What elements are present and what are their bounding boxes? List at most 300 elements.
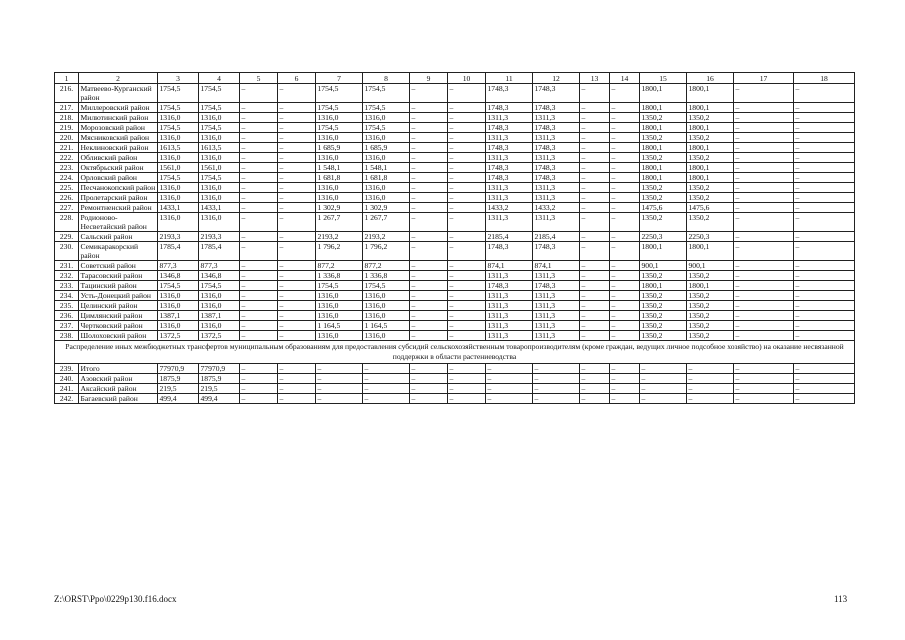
table-cell-index: 218. <box>55 113 79 123</box>
table-cell: 1754,5 <box>363 281 410 291</box>
table-cell: – <box>610 384 640 394</box>
table-cell: – <box>610 133 640 143</box>
table-cell: 1316,0 <box>316 133 363 143</box>
table-cell-name: Родионово-Несветайский район <box>79 213 158 232</box>
table-cell: – <box>278 213 316 232</box>
table-cell-name: Милютинский район <box>79 113 158 123</box>
document-page <box>54 72 854 404</box>
table-cell: – <box>410 143 448 153</box>
table-cell: 1748,3 <box>486 163 533 173</box>
table-cell-name: Ремонтненский район <box>79 203 158 213</box>
table-cell: 1433,2 <box>486 203 533 213</box>
table-cell-name: Багаевский район <box>79 394 158 404</box>
table-cell-name: Тацинский район <box>79 281 158 291</box>
table-cell: – <box>278 331 316 341</box>
table-cell: – <box>316 374 363 384</box>
table-cell: – <box>448 163 486 173</box>
table-cell: 1 164,5 <box>363 321 410 331</box>
table-cell: – <box>580 193 610 203</box>
table-cell: – <box>448 133 486 143</box>
table-cell-index: 222. <box>55 153 79 163</box>
column-header: 8 <box>363 73 410 84</box>
table-cell-index: 228. <box>55 213 79 232</box>
table-cell: – <box>610 311 640 321</box>
table-cell: – <box>448 103 486 113</box>
table-cell: 1433,1 <box>199 203 240 213</box>
table-row <box>55 193 855 203</box>
table-cell: 1754,5 <box>316 123 363 133</box>
table-cell: – <box>734 193 794 203</box>
table-cell: – <box>448 271 486 281</box>
table-cell: – <box>794 163 855 173</box>
table-row <box>55 103 855 113</box>
table-cell: – <box>448 394 486 404</box>
table-cell: – <box>410 261 448 271</box>
column-header: 9 <box>410 73 448 84</box>
table-cell: – <box>278 271 316 281</box>
table-cell: 1346,8 <box>199 271 240 281</box>
table-body <box>55 73 855 404</box>
table-cell: 900,1 <box>687 261 734 271</box>
table-cell: – <box>610 103 640 113</box>
table-cell: – <box>410 394 448 404</box>
table-cell: 1316,0 <box>316 113 363 123</box>
table-cell: – <box>278 232 316 242</box>
table-cell: – <box>363 364 410 374</box>
table-cell: – <box>363 384 410 394</box>
column-header: 14 <box>610 73 640 84</box>
table-cell: 1316,0 <box>158 301 199 311</box>
table-cell: – <box>734 281 794 291</box>
table-cell: 1748,3 <box>486 103 533 113</box>
table-cell: – <box>734 153 794 163</box>
table-cell-name: Матвеево-Курганский район <box>79 84 158 103</box>
table-cell: – <box>794 113 855 123</box>
table-cell: – <box>240 394 278 404</box>
table-cell: 1350,2 <box>687 193 734 203</box>
column-header: 12 <box>533 73 580 84</box>
table-cell: – <box>448 213 486 232</box>
table-cell-name: Советский район <box>79 261 158 271</box>
table-cell: 1316,0 <box>316 153 363 163</box>
table-cell-index: 223. <box>55 163 79 173</box>
table-cell: 1316,0 <box>363 133 410 143</box>
table-cell-name: Итого <box>79 364 158 374</box>
table-cell: – <box>278 173 316 183</box>
table-cell: 1316,0 <box>199 321 240 331</box>
table-cell: 1 548,1 <box>363 163 410 173</box>
table-row <box>55 133 855 143</box>
table-cell-name: Песчанокопский район <box>79 183 158 193</box>
table-cell-index: 239. <box>55 364 79 374</box>
table-cell: 1350,2 <box>640 133 687 143</box>
table-cell: – <box>486 384 533 394</box>
table-cell: 1800,1 <box>687 242 734 261</box>
table-cell: – <box>734 261 794 271</box>
table-cell: – <box>410 232 448 242</box>
table-cell: – <box>410 113 448 123</box>
table-row <box>55 203 855 213</box>
table-cell: – <box>580 291 610 301</box>
table-cell: – <box>610 242 640 261</box>
table-cell: 2250,3 <box>687 232 734 242</box>
table-cell-name: Сальский район <box>79 232 158 242</box>
table-cell: 1316,0 <box>158 291 199 301</box>
table-cell-index: 217. <box>55 103 79 113</box>
table-row <box>55 163 855 173</box>
table-cell: – <box>278 133 316 143</box>
table-cell: – <box>580 143 610 153</box>
table-cell: 1350,2 <box>687 153 734 163</box>
table-cell: – <box>610 173 640 183</box>
table-cell: – <box>240 183 278 193</box>
table-cell: – <box>448 311 486 321</box>
table-cell: 1800,1 <box>687 173 734 183</box>
table-header-row <box>55 73 855 84</box>
table-cell-name: Усть-Донецкий район <box>79 291 158 301</box>
table-cell: 1311,3 <box>533 331 580 341</box>
table-cell: 1561,0 <box>199 163 240 173</box>
table-cell: 1 164,5 <box>316 321 363 331</box>
table-cell: 1311,3 <box>486 113 533 123</box>
table-cell: 1311,3 <box>486 291 533 301</box>
table-cell: – <box>794 183 855 193</box>
table-cell: – <box>687 384 734 394</box>
table-cell: – <box>794 271 855 281</box>
table-cell: – <box>448 113 486 123</box>
table-cell: 1754,5 <box>199 173 240 183</box>
section-title: Распределение иных межбюджетных трансфертов муниципальным образованиям для предоставления субсидий сельскохозяйственным товаропроизводителям (кроме граждан, ведущих личное подсобное хозяйство) на оказание несвязанной поддержки в области растениеводства <box>55 341 855 364</box>
table-cell: – <box>610 163 640 173</box>
column-header: 13 <box>580 73 610 84</box>
table-cell: – <box>278 193 316 203</box>
table-cell: 1748,3 <box>533 84 580 103</box>
table-cell: 1754,5 <box>363 103 410 113</box>
table-cell: 1350,2 <box>687 301 734 311</box>
table-cell: 1311,3 <box>486 193 533 203</box>
table-cell: – <box>610 193 640 203</box>
table-cell: – <box>240 301 278 311</box>
table-cell: 877,3 <box>158 261 199 271</box>
table-cell: – <box>410 291 448 301</box>
table-cell: 1311,3 <box>533 301 580 311</box>
budget-table <box>54 72 855 404</box>
table-cell: – <box>448 123 486 133</box>
table-cell: 2185,4 <box>533 232 580 242</box>
table-cell: 1316,0 <box>158 321 199 331</box>
table-cell: – <box>610 281 640 291</box>
table-cell: – <box>448 153 486 163</box>
column-header: 15 <box>640 73 687 84</box>
table-cell: 1316,0 <box>316 301 363 311</box>
table-cell: – <box>687 374 734 384</box>
table-cell: 1350,2 <box>687 321 734 331</box>
table-cell: – <box>734 143 794 153</box>
table-cell: – <box>410 374 448 384</box>
table-cell: 1350,2 <box>640 331 687 341</box>
table-cell-name: Орловский район <box>79 173 158 183</box>
table-cell: – <box>610 291 640 301</box>
table-cell: – <box>794 203 855 213</box>
table-cell: – <box>734 203 794 213</box>
table-cell: – <box>533 364 580 374</box>
table-cell: – <box>410 271 448 281</box>
table-cell: – <box>610 123 640 133</box>
table-cell: 1311,3 <box>533 183 580 193</box>
table-cell: 1800,1 <box>640 242 687 261</box>
table-cell: 1316,0 <box>158 113 199 123</box>
table-cell: – <box>533 384 580 394</box>
table-cell: – <box>794 242 855 261</box>
table-cell: 1350,2 <box>687 183 734 193</box>
table-cell: 1387,1 <box>199 311 240 321</box>
table-cell: – <box>316 394 363 404</box>
table-cell: – <box>240 271 278 281</box>
table-cell: 219,5 <box>158 384 199 394</box>
table-cell-name: Азовский район <box>79 374 158 384</box>
table-cell: 1350,2 <box>687 113 734 123</box>
table-cell: – <box>448 203 486 213</box>
table-cell: – <box>580 84 610 103</box>
column-header: 3 <box>158 73 199 84</box>
table-cell: – <box>580 311 610 321</box>
table-cell: 1350,2 <box>687 133 734 143</box>
table-cell: – <box>794 84 855 103</box>
table-cell: – <box>580 261 610 271</box>
table-cell: 1311,3 <box>533 133 580 143</box>
table-cell-index: 237. <box>55 321 79 331</box>
table-cell: 2193,2 <box>363 232 410 242</box>
table-row <box>55 384 855 394</box>
table-cell: – <box>410 183 448 193</box>
table-cell-index: 226. <box>55 193 79 203</box>
table-cell: – <box>580 394 610 404</box>
table-cell: 1311,3 <box>533 291 580 301</box>
table-cell: 1 681,8 <box>363 173 410 183</box>
table-cell: 1316,0 <box>158 153 199 163</box>
table-cell: 1350,2 <box>640 311 687 321</box>
table-cell: – <box>240 84 278 103</box>
table-cell: – <box>580 123 610 133</box>
table-cell: – <box>580 153 610 163</box>
table-cell: – <box>448 321 486 331</box>
table-cell: 1311,3 <box>486 311 533 321</box>
table-cell: 1800,1 <box>640 143 687 153</box>
table-row <box>55 291 855 301</box>
table-cell: 877,3 <box>199 261 240 271</box>
table-cell: 1754,5 <box>199 281 240 291</box>
table-row <box>55 394 855 404</box>
table-cell: 1316,0 <box>158 193 199 203</box>
table-cell: 1311,3 <box>533 271 580 281</box>
table-cell: – <box>240 232 278 242</box>
table-cell: – <box>794 384 855 394</box>
table-cell: 874,1 <box>486 261 533 271</box>
table-cell: 1316,0 <box>199 113 240 123</box>
table-cell: 1316,0 <box>199 213 240 232</box>
table-cell: – <box>410 384 448 394</box>
table-cell: – <box>278 203 316 213</box>
table-cell-index: 231. <box>55 261 79 271</box>
table-cell: 1311,3 <box>533 193 580 203</box>
table-cell: 1748,3 <box>533 242 580 261</box>
table-cell: – <box>734 113 794 123</box>
table-row <box>55 311 855 321</box>
table-cell: – <box>610 321 640 331</box>
table-cell: – <box>410 331 448 341</box>
table-cell: 1350,2 <box>687 213 734 232</box>
table-cell: – <box>240 153 278 163</box>
table-cell: – <box>410 242 448 261</box>
table-cell: – <box>580 331 610 341</box>
table-cell: – <box>240 163 278 173</box>
table-cell: – <box>610 153 640 163</box>
table-cell: – <box>486 394 533 404</box>
table-cell: 1311,3 <box>486 133 533 143</box>
column-header: 16 <box>687 73 734 84</box>
table-cell: 1316,0 <box>363 153 410 163</box>
table-cell: 1311,3 <box>486 331 533 341</box>
table-cell: – <box>278 183 316 193</box>
table-cell: 1800,1 <box>687 123 734 133</box>
table-cell-index: 240. <box>55 374 79 384</box>
table-cell: 499,4 <box>158 394 199 404</box>
table-row <box>55 232 855 242</box>
table-cell: – <box>240 281 278 291</box>
column-header: 10 <box>448 73 486 84</box>
column-header: 17 <box>734 73 794 84</box>
table-cell-index: 235. <box>55 301 79 311</box>
table-cell: – <box>240 364 278 374</box>
table-cell: 1311,3 <box>486 183 533 193</box>
table-row <box>55 173 855 183</box>
table-cell: – <box>794 261 855 271</box>
table-cell: – <box>240 261 278 271</box>
table-cell: 1754,5 <box>363 123 410 133</box>
table-cell: 1748,3 <box>486 143 533 153</box>
table-cell: – <box>687 394 734 404</box>
table-cell: 1316,0 <box>316 331 363 341</box>
table-cell: 1311,3 <box>486 301 533 311</box>
table-cell: – <box>734 301 794 311</box>
table-cell: – <box>278 364 316 374</box>
table-cell: – <box>448 173 486 183</box>
table-cell: – <box>278 374 316 384</box>
table-cell: 1785,4 <box>199 242 240 261</box>
table-cell: – <box>240 374 278 384</box>
table-cell: 1475,6 <box>687 203 734 213</box>
table-cell: – <box>734 213 794 232</box>
table-cell: – <box>734 331 794 341</box>
table-cell: 1800,1 <box>640 123 687 133</box>
table-cell: 1475,6 <box>640 203 687 213</box>
table-cell: 1350,2 <box>640 291 687 301</box>
table-cell: 1 336,8 <box>316 271 363 281</box>
table-cell: – <box>610 271 640 281</box>
table-cell: 1350,2 <box>640 213 687 232</box>
table-cell: 1316,0 <box>363 193 410 203</box>
table-cell: 1754,5 <box>316 281 363 291</box>
table-cell: – <box>240 242 278 261</box>
table-cell: 1748,3 <box>486 84 533 103</box>
table-cell: 1800,1 <box>687 84 734 103</box>
table-cell-index: 220. <box>55 133 79 143</box>
table-cell: – <box>580 113 610 123</box>
table-cell: – <box>278 113 316 123</box>
table-cell: – <box>448 291 486 301</box>
table-cell: 1350,2 <box>640 153 687 163</box>
table-cell: 1754,5 <box>158 84 199 103</box>
table-cell: – <box>734 173 794 183</box>
table-cell: – <box>734 364 794 374</box>
table-cell: – <box>794 281 855 291</box>
table-cell: – <box>448 384 486 394</box>
table-cell: 1561,0 <box>158 163 199 173</box>
table-cell: – <box>580 213 610 232</box>
table-cell: – <box>640 374 687 384</box>
table-cell: 1748,3 <box>533 281 580 291</box>
table-cell: – <box>410 301 448 311</box>
table-cell: 1613,5 <box>199 143 240 153</box>
table-cell: – <box>580 321 610 331</box>
table-cell: – <box>734 183 794 193</box>
table-cell: 2193,3 <box>158 232 199 242</box>
table-cell: 1316,0 <box>199 183 240 193</box>
table-row <box>55 261 855 271</box>
table-cell-name: Пролетарский район <box>79 193 158 203</box>
table-cell: – <box>794 301 855 311</box>
table-cell: 1754,5 <box>158 103 199 113</box>
table-cell: 1748,3 <box>533 173 580 183</box>
table-cell: 2185,4 <box>486 232 533 242</box>
table-cell: 77970,9 <box>199 364 240 374</box>
table-cell: – <box>240 203 278 213</box>
table-row <box>55 242 855 261</box>
table-cell-name: Тарасовский район <box>79 271 158 281</box>
table-cell: – <box>794 173 855 183</box>
table-cell: 1311,3 <box>533 321 580 331</box>
table-cell: 1433,1 <box>158 203 199 213</box>
table-row <box>55 374 855 384</box>
table-cell: – <box>278 163 316 173</box>
table-cell: – <box>533 394 580 404</box>
column-header: 18 <box>794 73 855 84</box>
table-cell: 1316,0 <box>158 133 199 143</box>
table-cell: – <box>240 123 278 133</box>
table-cell: 1 681,8 <box>316 173 363 183</box>
table-cell: – <box>410 213 448 232</box>
table-cell-index: 233. <box>55 281 79 291</box>
table-cell: – <box>448 261 486 271</box>
table-cell: – <box>363 374 410 384</box>
table-cell: 1316,0 <box>316 183 363 193</box>
table-cell-name: Аксайский район <box>79 384 158 394</box>
table-cell: – <box>240 384 278 394</box>
table-cell: – <box>448 301 486 311</box>
table-cell: 1 336,8 <box>363 271 410 281</box>
table-cell: 1754,5 <box>158 123 199 133</box>
table-cell-index: 242. <box>55 394 79 404</box>
table-cell: – <box>363 394 410 404</box>
table-cell: 1350,2 <box>640 301 687 311</box>
column-header: 5 <box>240 73 278 84</box>
table-cell: – <box>734 384 794 394</box>
table-row <box>55 123 855 133</box>
table-cell: – <box>580 374 610 384</box>
table-row <box>55 301 855 311</box>
table-cell: 1316,0 <box>363 183 410 193</box>
table-cell: – <box>610 143 640 153</box>
